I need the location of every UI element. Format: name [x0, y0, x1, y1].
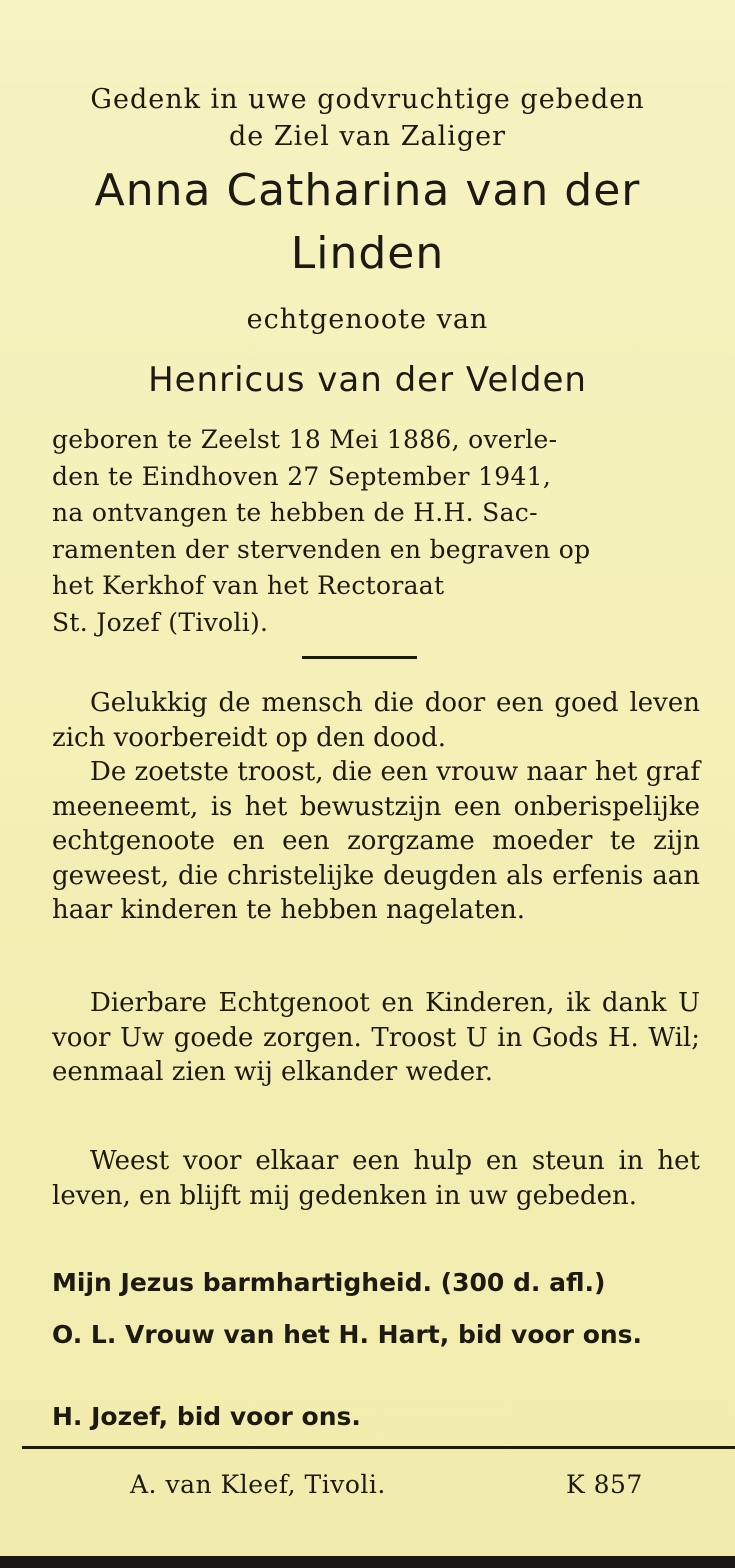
relation-text: echtgenoote van — [246, 304, 489, 335]
biography-line: het Kerkhof van het Rectoraat — [52, 571, 445, 600]
paragraph-3: Dierbare Echtgenoot en Kinderen, ik dank U voor Uw goede zorgen. Troost U in Gods H. Wil; eenmaal zien wij elkander weder. — [52, 988, 700, 1087]
prayer-1: Mijn Jezus barmhartigheid. (300 d. afl.) — [52, 1268, 606, 1297]
prayer-3: H. Jozef, bid voor ons. — [52, 1402, 361, 1431]
deceased-name-line-1: Anna Catharina van der — [94, 165, 641, 216]
biography-block — [52, 422, 700, 641]
deceased-name-line-2: Linden — [290, 228, 445, 279]
biography-line: den te Eindhoven 27 September 1941, — [52, 461, 552, 491]
divider-long — [22, 1446, 735, 1449]
paragraph-2: De zoetste troost, die een vrouw naar het graf meeneemt, is het bewustzijn een onberispelijke echtgenoote en een zorgzame moeder te zijn geweest, die christelijke deugden als erfenis aan haar kinderen te hebben nagelaten. — [52, 757, 700, 925]
biography-line: ramenten der stervenden en begraven op — [52, 534, 591, 564]
card-code: K 857 — [566, 1470, 643, 1499]
divider-short — [302, 656, 417, 659]
card-bottom-edge — [0, 1556, 735, 1568]
biography-line: geboren te Zeelst 18 Mei 1886, overle- — [52, 425, 558, 454]
husband-name: Henricus van der Velden — [148, 360, 587, 400]
printer-credit: A. van Kleef, Tivoli. — [130, 1470, 386, 1499]
header-line-1: Gedenk in uwe godvruchtige gebeden — [90, 84, 645, 115]
header-line-2: de Ziel van Zaliger — [228, 121, 507, 152]
biography-line: St. Jozef (Tivoli). — [52, 607, 269, 637]
prayer-2: O. L. Vrouw van het H. Hart, bid voor ons. — [52, 1320, 643, 1349]
paragraph-4: Weest voor elkaar een hulp en steun in het leven, en blijft mij gedenken in uw gebeden. — [52, 1146, 700, 1211]
paragraph-1: Gelukkig de mensch die door een goed leven zich voorbereidt op den dood. — [52, 688, 700, 753]
biography-line: na ontvangen te hebben de H.H. Sac- — [52, 498, 538, 527]
